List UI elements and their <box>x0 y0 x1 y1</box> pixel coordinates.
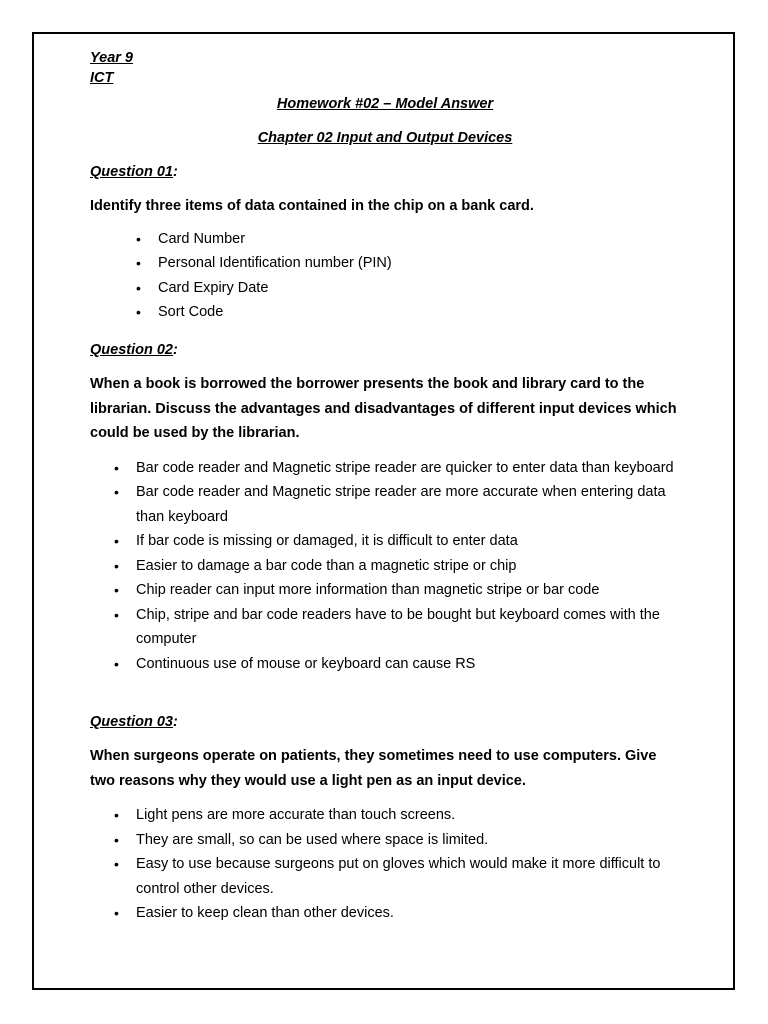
answer-item <box>114 554 680 579</box>
chapter-title: Chapter 02 Input and Output Devices <box>257 130 513 146</box>
answer-text: Personal Identification number (PIN) <box>158 255 392 271</box>
bullet-icon: • <box>114 655 119 672</box>
answer-text: Continuous use of mouse or keyboard can cause RS <box>136 655 476 672</box>
question-03-label: Question 03 <box>90 714 173 730</box>
answer-text: Light pens are more accurate than touch screens. <box>136 807 456 823</box>
question-01-label: Question 01 <box>90 164 173 180</box>
answer-text: Chip, stripe and bar code readers have to be bought but keyboard comes with the computer <box>136 606 660 647</box>
answer-text: Easier to damage a bar code than a magnetic stripe or chip <box>136 557 517 574</box>
answer-item <box>114 652 680 677</box>
question-01-heading <box>90 162 680 182</box>
bullet-icon: • <box>136 255 141 271</box>
question-01 <box>90 162 680 325</box>
bullet-icon: • <box>136 230 141 247</box>
bullet-icon: • <box>114 905 119 921</box>
year-label: Year 9 <box>90 50 133 66</box>
answer-text: If bar code is missing or damaged, it is difficult to enter data <box>136 533 518 549</box>
bullet-icon: • <box>114 533 119 549</box>
question-01-prompt: Identify three items of data contained in the chip on a bank card. <box>90 198 534 214</box>
answer-text: Easy to use because surgeons put on gloves which would make it more difficult to control other devices. <box>136 856 661 897</box>
question-02-heading <box>90 340 680 360</box>
answer-text: Bar code reader and Magnetic stripe reader are quicker to enter data than keyboard <box>136 459 674 476</box>
answer-text: Easier to keep clean than other devices. <box>136 905 394 921</box>
answer-item <box>136 251 680 276</box>
bullet-icon: • <box>114 484 119 500</box>
question-03-heading <box>90 712 680 732</box>
answer-text: Card Number <box>158 230 246 247</box>
question-02-answers <box>90 456 680 677</box>
bullet-icon: • <box>136 304 141 320</box>
answer-item <box>114 828 680 853</box>
answer-item <box>136 227 680 252</box>
bullet-icon: • <box>114 606 119 623</box>
question-02-colon: : <box>173 342 178 358</box>
answer-item <box>114 603 680 652</box>
answer-item <box>114 901 680 926</box>
answer-item <box>114 480 680 529</box>
question-02-prompt: When a book is borrowed the borrower presents the book and library card to the librarian. Discuss the advantages and disadvantages of different input devices which could be used by the librarian. <box>90 376 677 441</box>
answer-text: They are small, so can be used where space is limited. <box>136 831 489 848</box>
question-02-label: Question 02 <box>90 342 173 358</box>
bullet-icon: • <box>114 459 119 476</box>
answer-text: Sort Code <box>158 304 224 320</box>
bullet-icon: • <box>114 557 119 574</box>
question-02 <box>90 340 680 676</box>
bullet-icon: • <box>136 279 141 296</box>
answer-item <box>114 803 680 828</box>
answer-item <box>136 276 680 301</box>
question-03-colon: : <box>173 714 178 730</box>
answer-text: Chip reader can input more information than magnetic stripe or bar code <box>136 582 600 598</box>
question-03 <box>90 712 680 926</box>
answer-text: Bar code reader and Magnetic stripe reader are more accurate when entering data than keyboard <box>136 484 666 525</box>
answer-item <box>114 578 680 603</box>
homework-title: Homework #02 – Model Answer <box>276 96 494 112</box>
answer-item <box>114 852 680 901</box>
question-03-answers <box>90 803 680 926</box>
answer-text: Card Expiry Date <box>158 279 269 296</box>
answer-item <box>114 529 680 554</box>
answer-item <box>136 300 680 325</box>
answer-item <box>114 456 680 481</box>
bullet-icon: • <box>114 856 119 872</box>
subject-label: ICT <box>90 70 114 86</box>
question-03-prompt: When surgeons operate on patients, they sometimes need to use computers. Give two reasons why they would use a light pen as an input device. <box>90 748 657 789</box>
question-01-colon: : <box>173 164 178 180</box>
bullet-icon: • <box>114 831 119 848</box>
question-01-answers <box>90 227 680 325</box>
document-body <box>90 48 680 921</box>
bullet-icon: • <box>114 807 119 823</box>
bullet-icon: • <box>114 582 119 598</box>
